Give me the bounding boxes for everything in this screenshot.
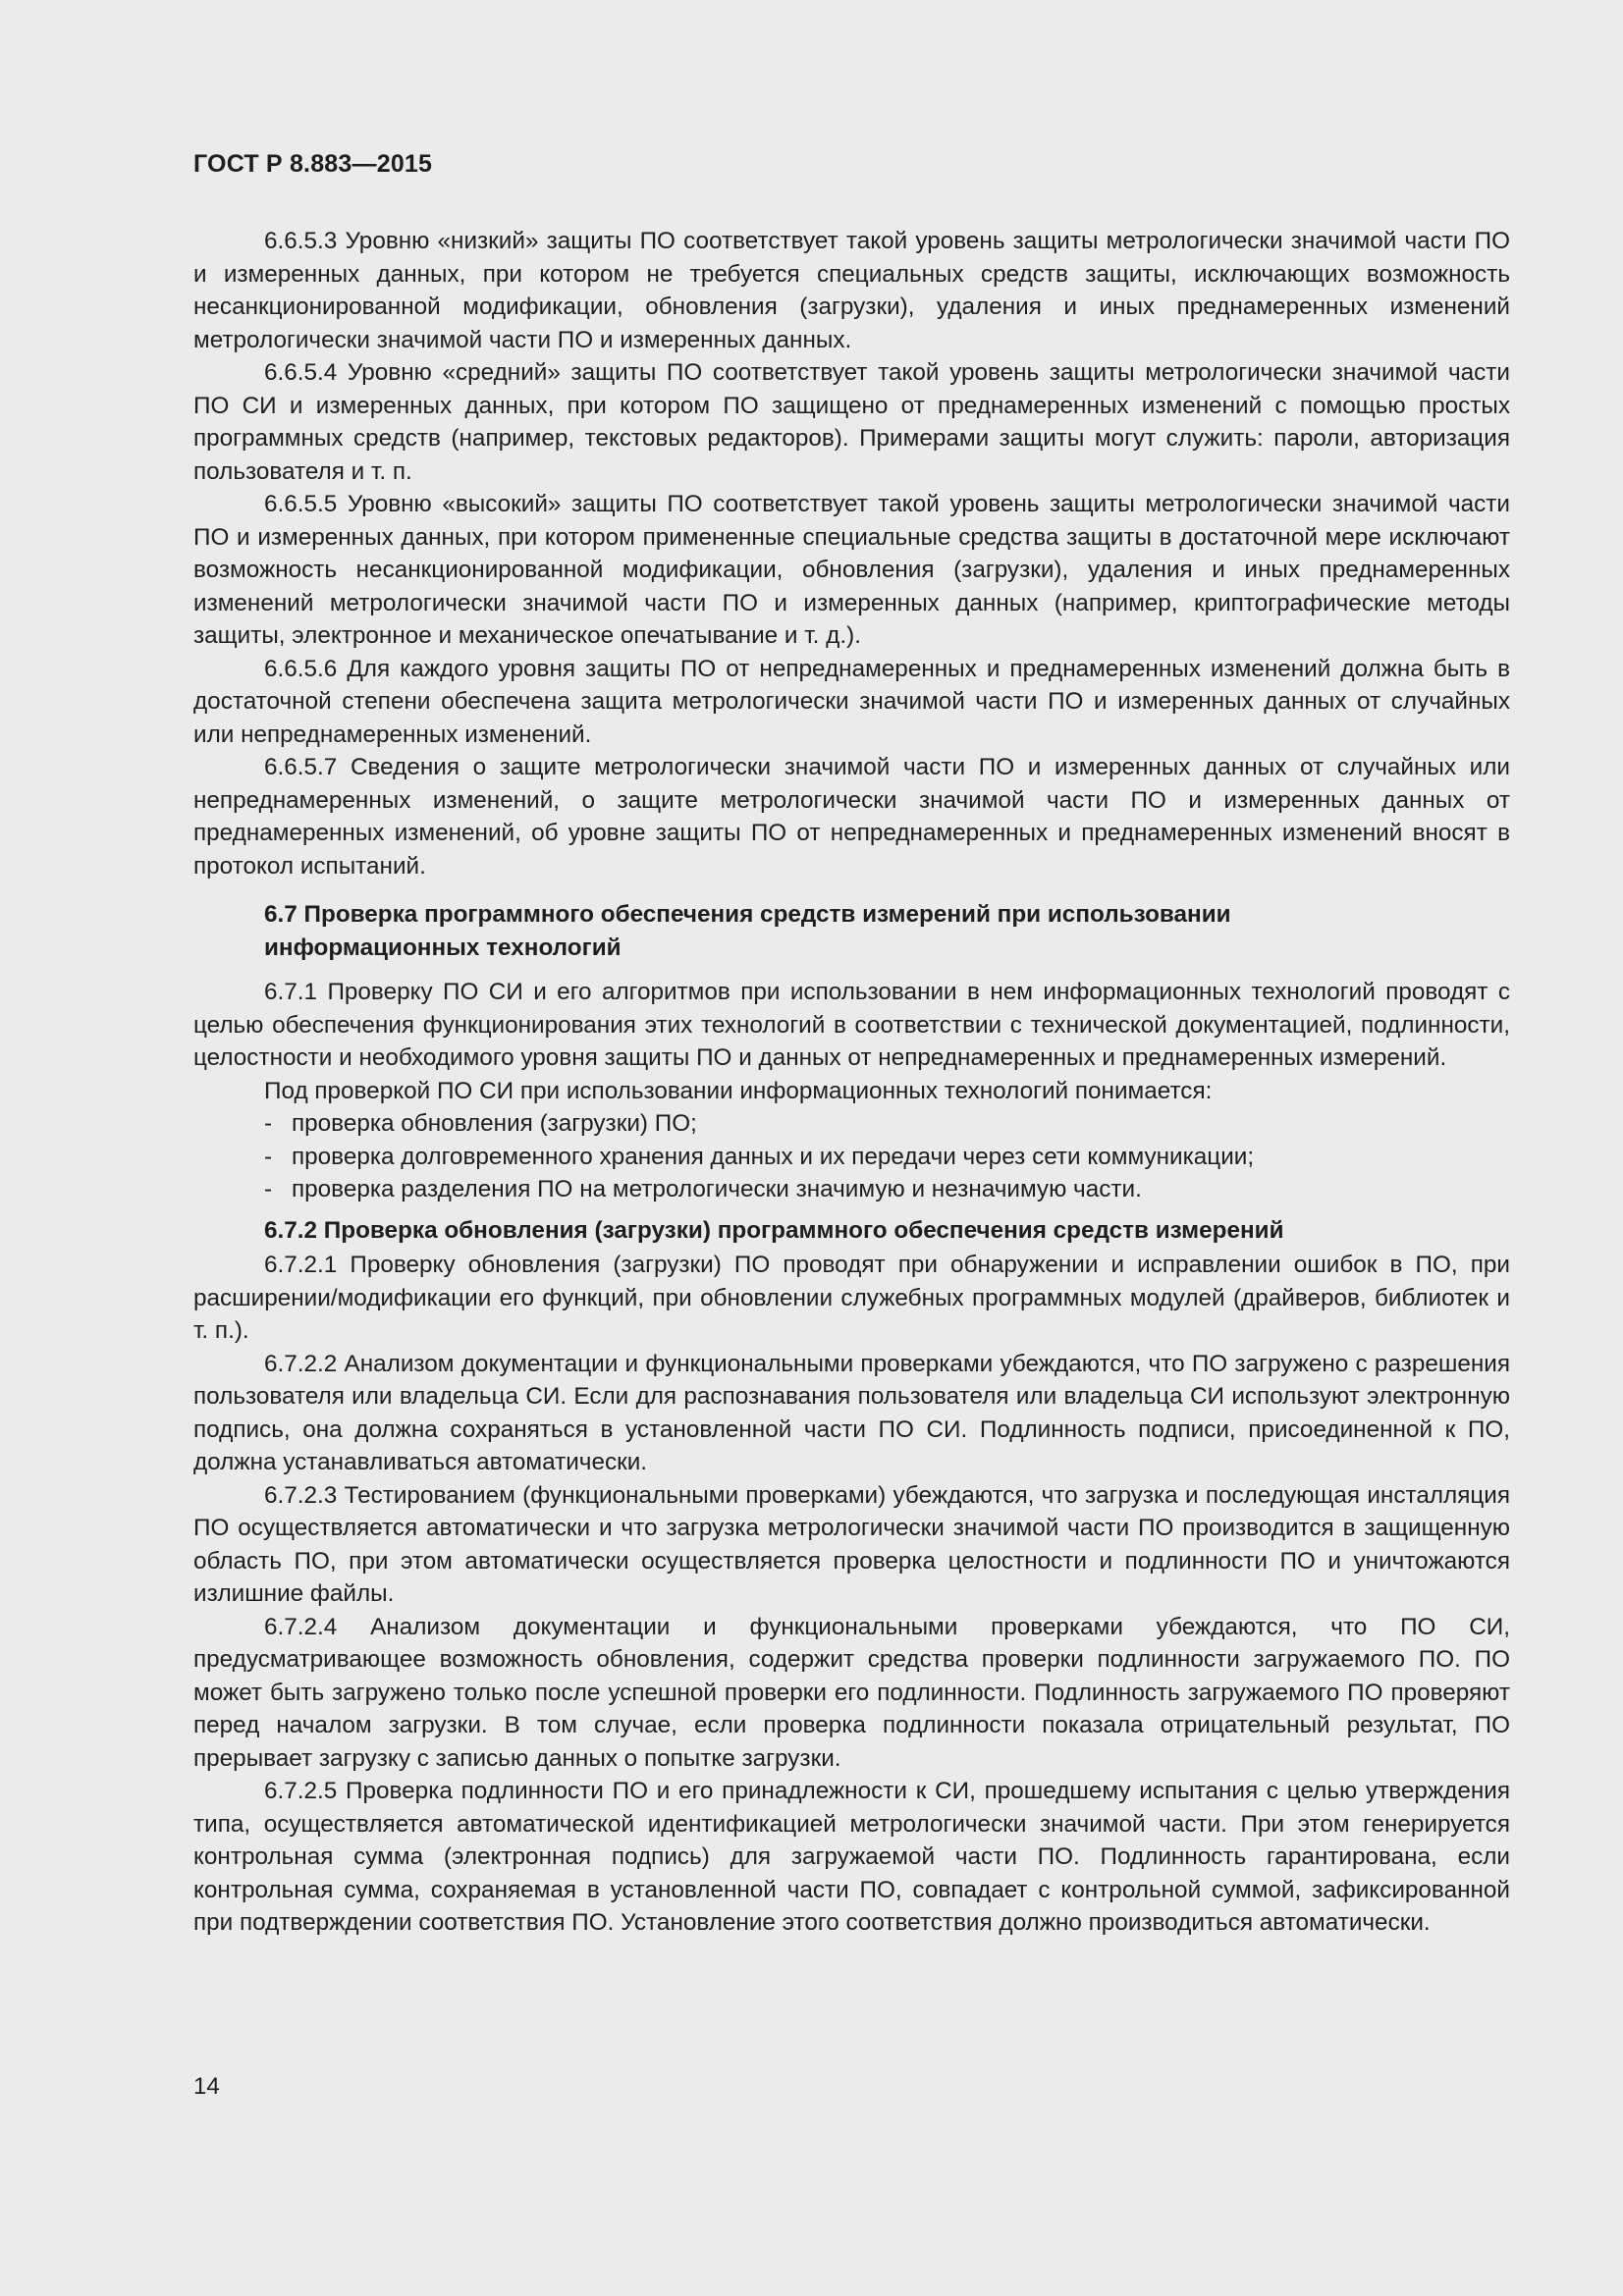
page-number: 14 <box>193 2073 220 2100</box>
list-dash: - <box>264 1110 273 1137</box>
paragraph-6-7-1: 6.7.1 Проверку ПО СИ и его алгоритмов при использовании в нем информационных технологий проводят с целью обеспечения функционирования этих технологий в соответствии с технической документацией, подлинности, целостности и необходимого уровня защиты ПО и данных от непреднамеренных и преднамеренных измерений. <box>193 979 1510 1071</box>
check-list <box>193 1107 1510 1206</box>
list-dash: - <box>264 1143 273 1170</box>
list-item-text: проверка долговременного хранения данных и их передачи через сети коммуникации; <box>292 1143 1255 1170</box>
list-item-text: проверка разделения ПО на метрологически значимую и незначимую части. <box>292 1176 1142 1202</box>
paragraph-6-6-5-6: 6.6.5.6 Для каждого уровня защиты ПО от непреднамеренных и преднамеренных изменений должна быть в достаточной степени обеспечена защита метрологически значимой части ПО и измеренных данных от случайных или непреднамеренных изменений. <box>193 655 1510 748</box>
paragraph-6-6-5-7: 6.6.5.7 Сведения о защите метрологически значимой части ПО и измеренных данных от случайных или непреднамеренных изменений, о защите метрологически значимой части ПО и измеренных данных от преднамеренных изменений, об уровне защиты ПО от непреднамеренных и преднамеренных изменений вносят в протокол испытаний. <box>193 754 1510 880</box>
paragraph-6-7-2-3: 6.7.2.3 Тестированием (функциональными проверками) убеждаются, что загрузка и последующая инсталляция ПО осуществляется автоматически и что загрузка метрологически значимой части ПО производится в защищенную область ПО, при этом автоматически осуществляется проверка целостности и подлинности ПО и уничтожаются излишние файлы. <box>193 1481 1510 1607</box>
paragraph-6-7-2-2: 6.7.2.2 Анализом документации и функциональными проверками убеждаются, что ПО загружено с разрешения пользователя или владельца СИ. Если для распознавания пользователя или владельца СИ используют электронную подпись, она должна сохраняться в установленной части ПО СИ. Подлинность подписи, присоединенной к ПО, должна устанавливаться автоматически. <box>193 1350 1510 1475</box>
list-item <box>193 1141 1510 1174</box>
page-body <box>193 225 1510 1940</box>
paragraph-6-6-5-4: 6.6.5.4 Уровню «средний» защиты ПО соответствует такой уровень защиты метрологически значимой части ПО СИ и измеренных данных, при котором ПО защищено от преднамеренных изменений с помощью простых программных средств (например, текстовых редакторов). Примерами защиты могут служить: пароли, авторизация пользователя и т. п. <box>193 359 1510 485</box>
list-item-text: проверка обновления (загрузки) ПО; <box>292 1110 697 1137</box>
section-heading-6-7-line2: информационных технологий <box>264 934 622 961</box>
section-heading-6-7-2: 6.7.2 Проверка обновления (загрузки) программного обеспечения средств измерений <box>264 1216 1284 1244</box>
paragraph-6-6-5-5: 6.6.5.5 Уровню «высокий» защиты ПО соответствует такой уровень защиты метрологически значимой части ПО и измеренных данных, при котором примененные специальные средства защиты в достаточной мере исключают возможность несанкционированной модификации, обновления (загрузки), удаления и иных преднамеренных изменений метрологически значимой части ПО и измеренных данных (например, криптографические методы защиты, электронное и механическое опечатывание и т. д.). <box>193 491 1510 649</box>
list-item <box>193 1107 1510 1141</box>
paragraph-6-7-2-1: 6.7.2.1 Проверку обновления (загрузки) ПО проводят при обнаружении и исправлении ошибок в ПО, при расширении/модификации его функций, при обновлении служебных программных модулей (драйверов, библиотек и т. п.). <box>193 1252 1510 1344</box>
document-code-header: ГОСТ Р 8.883—2015 <box>193 150 433 178</box>
list-intro: Под проверкой ПО СИ при использовании информационных технологий понимается: <box>264 1077 1213 1104</box>
list-dash: - <box>264 1176 273 1202</box>
section-heading-6-7 <box>264 898 1510 964</box>
paragraph-6-7-2-5: 6.7.2.5 Проверка подлинности ПО и его принадлежности к СИ, прошедшему испытания с целью утверждения типа, осуществляется автоматической идентификацией метрологически значимой части. При этом генерируется контрольная сумма (электронная подпись) для загружаемой части ПО. Подлинность гарантирована, если контрольная сумма, сохраняемая в установленной части ПО, совпадает с контрольной суммой, зафиксированной при подтверждении соответствия ПО. Установление этого соответствия должно производиться автоматически. <box>193 1778 1510 1936</box>
paragraph-6-6-5-3: 6.6.5.3 Уровню «низкий» защиты ПО соответствует такой уровень защиты метрологически значимой части ПО и измеренных данных, при котором не требуется специальных средств защиты, исключающих возможность несанкционированной модификации, обновления (загрузки), удаления и иных преднамеренных изменений метрологически значимой части ПО и измеренных данных. <box>193 228 1510 353</box>
list-item <box>193 1173 1510 1206</box>
paragraph-6-7-2-4: 6.7.2.4 Анализом документации и функциональными проверками убеждаются, что ПО СИ, предусматривающее возможность обновления, содержит средства проверки подлинности загружаемого ПО. ПО может быть загружено только после успешной проверки его подлинности. Подлинность загружаемого ПО проверяют перед началом загрузки. В том случае, если проверка подлинности показала отрицательный результат, ПО прерывает загрузку с записью данных о попытке загрузки. <box>193 1613 1510 1772</box>
section-heading-6-7-line1: 6.7 Проверка программного обеспечения средств измерений при использовании <box>264 901 1231 928</box>
